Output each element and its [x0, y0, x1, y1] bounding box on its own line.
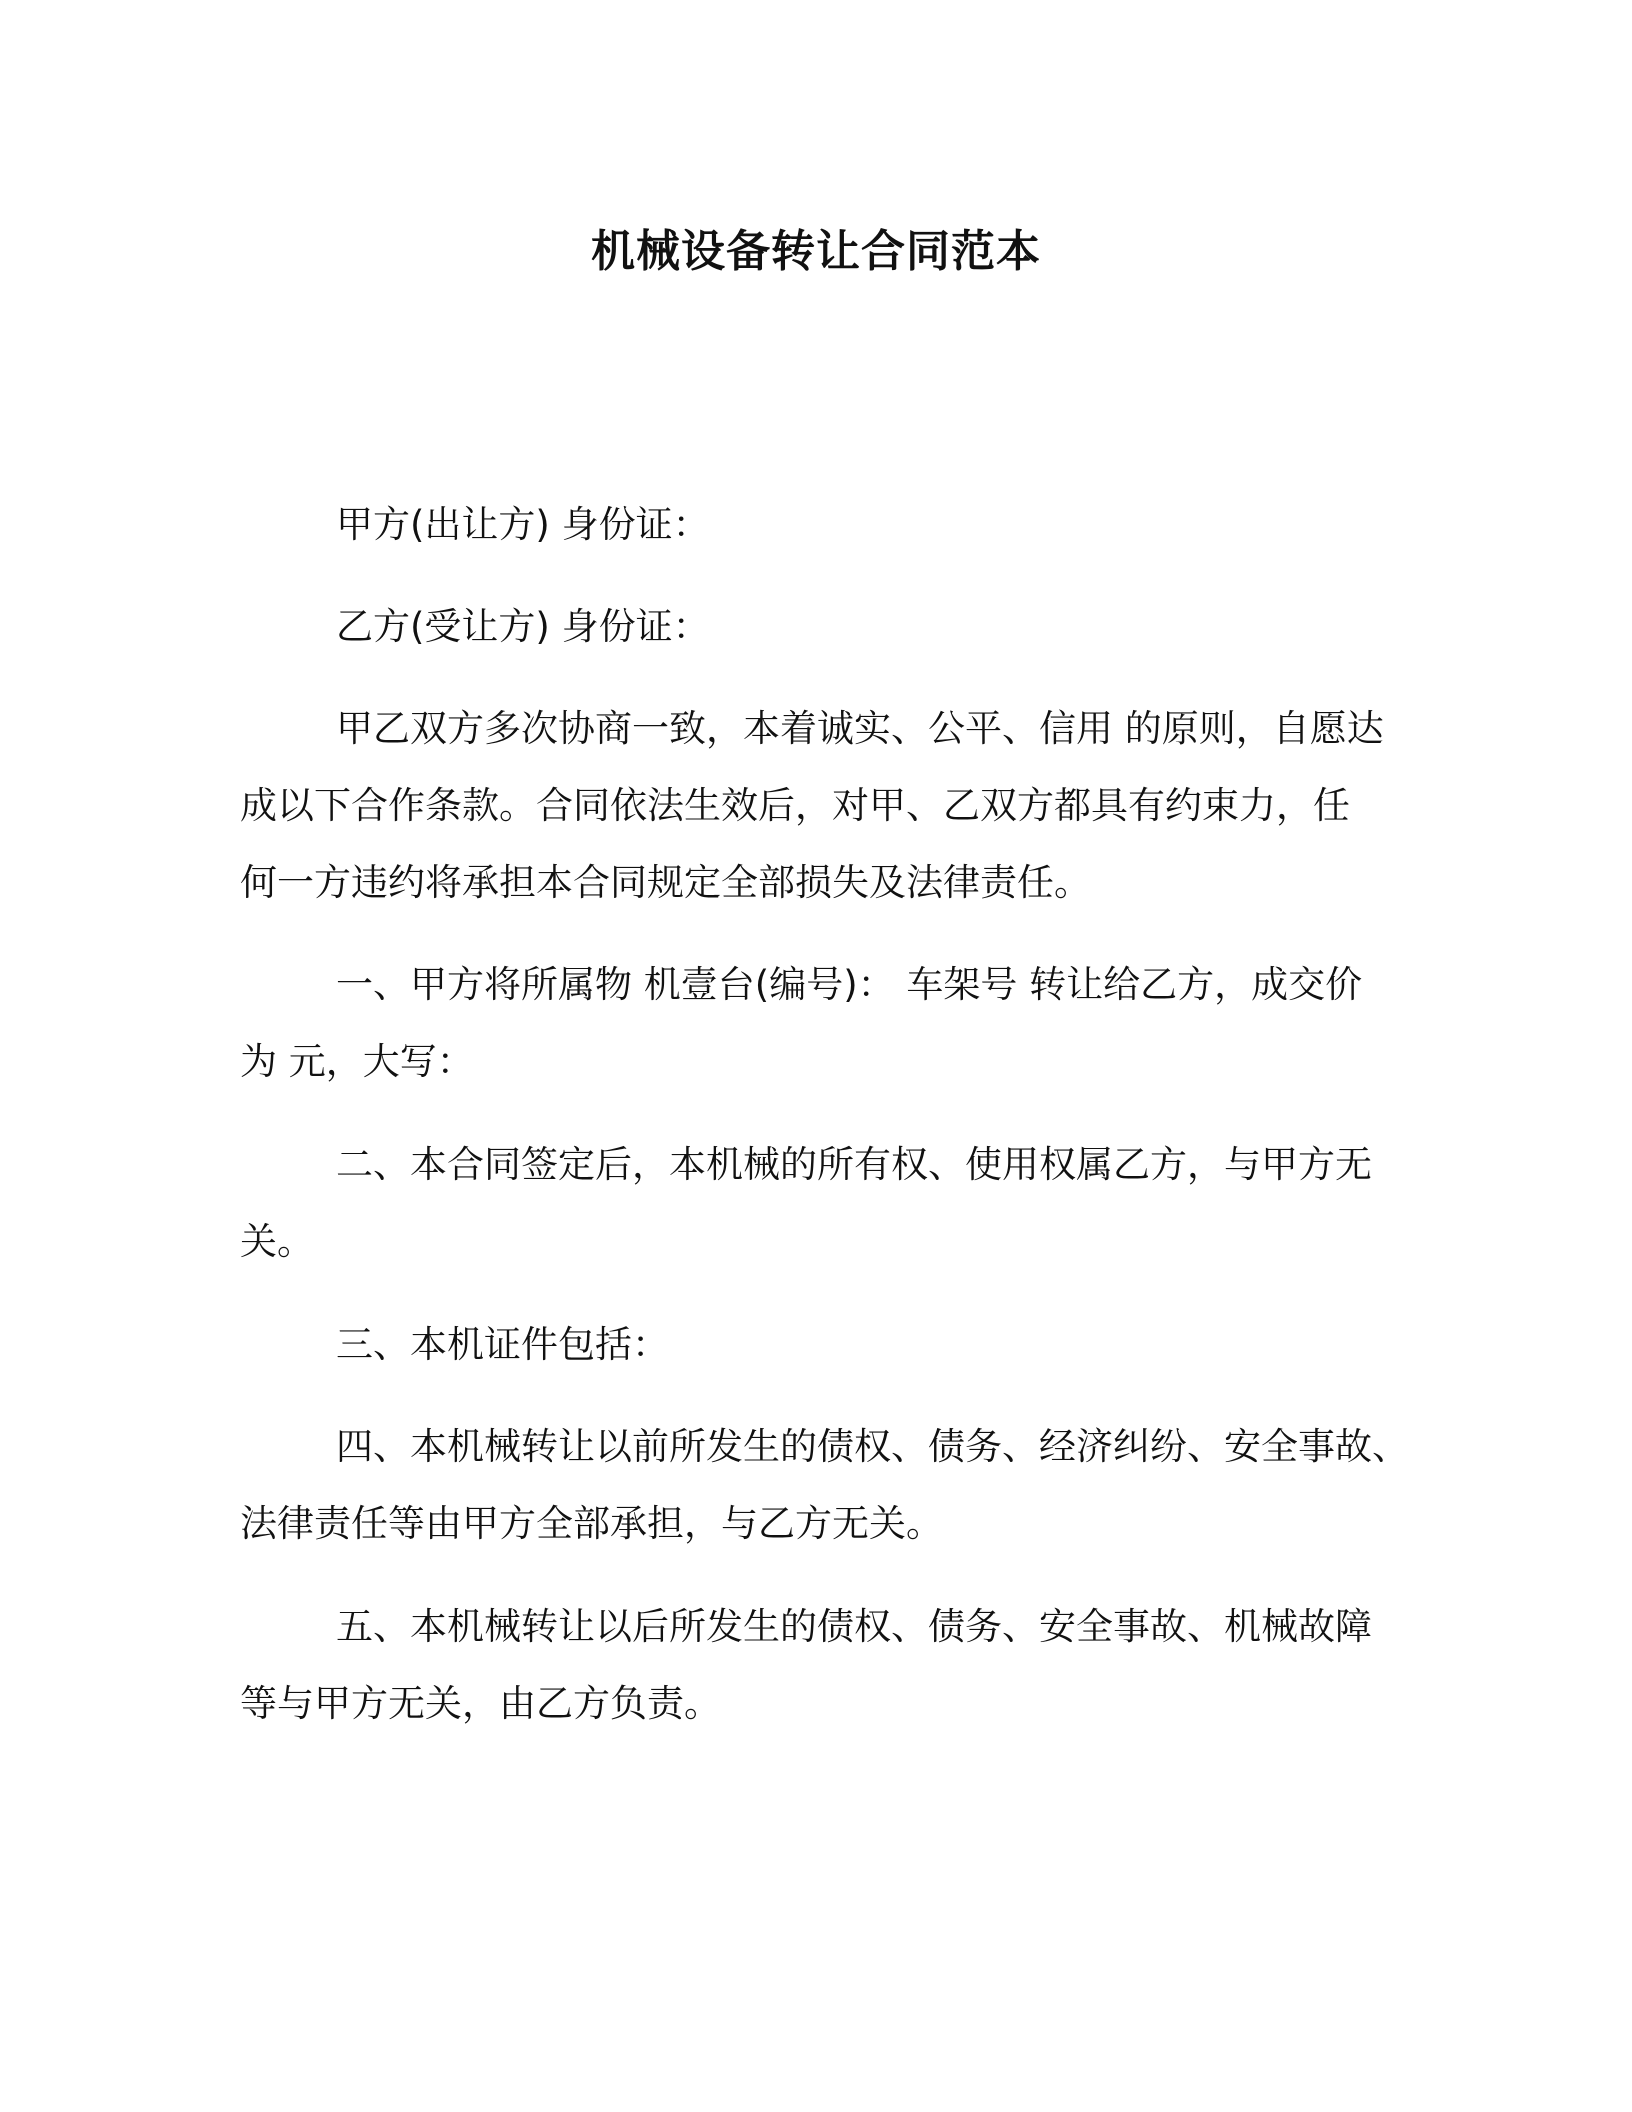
clause-two [240, 1126, 1400, 1280]
intro-line-2: 成以下合作条款。合同依法生效后，对甲、乙双方都具有约束力，任 [240, 784, 1350, 827]
intro-line-1: 甲乙双方多次协商一致，本着诚实、公平、信用 的原则，自愿达 [336, 707, 1384, 750]
clause-five [240, 1588, 1400, 1742]
intro-paragraph [240, 690, 1400, 921]
party-b-line [240, 588, 1400, 665]
clause-two-line-2: 关。 [240, 1220, 314, 1263]
clause-four-line-1: 四、本机械转让以前所发生的债权、债务、经济纠纷、安全事故、 [336, 1425, 1409, 1468]
clause-one-line-1: 一、甲方将所属物 机壹台(编号)： 车架号 转让给乙方，成交价 [336, 963, 1363, 1006]
clause-one-line-2: 为 元，大写： [240, 1040, 474, 1083]
clause-four [240, 1408, 1409, 1562]
document-title: 机械设备转让合同范本 [591, 226, 1041, 277]
party-a-line [240, 486, 1400, 563]
party-a-text: 甲方(出让方) 身份证： [336, 503, 710, 546]
clause-three [240, 1306, 1400, 1383]
clause-three-line-1: 三、本机证件包括： [336, 1323, 669, 1366]
intro-line-3: 何一方违约将承担本合同规定全部损失及法律责任。 [240, 861, 1091, 904]
clause-five-line-1: 五、本机械转让以后所发生的债权、债务、安全事故、机械故障 [336, 1605, 1372, 1648]
party-b-text: 乙方(受让方) 身份证： [336, 605, 710, 648]
clause-five-line-2: 等与甲方无关，由乙方负责。 [240, 1682, 721, 1725]
clause-one [240, 946, 1400, 1100]
clause-four-line-2: 法律责任等由甲方全部承担，与乙方无关。 [240, 1502, 943, 1545]
clause-two-line-1: 二、本合同签定后，本机械的所有权、使用权属乙方，与甲方无 [336, 1143, 1372, 1186]
